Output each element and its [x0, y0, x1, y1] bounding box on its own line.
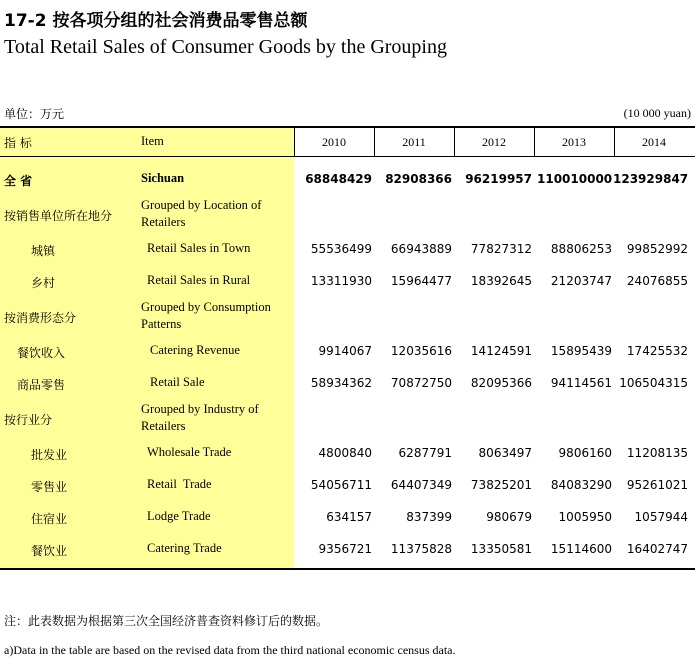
cell-value: 99852992 — [626, 242, 688, 256]
row-label-en: Grouped by Location of Retailers — [141, 198, 262, 229]
cell-value: 4800840 — [318, 446, 372, 460]
row-label-cn: 按销售单位所在地分 — [4, 209, 113, 223]
row-label-cn: 餐饮收入 — [17, 346, 66, 360]
row-label-cn: 乡村 — [31, 276, 56, 290]
cell-value: 1057944 — [634, 510, 688, 524]
cell-value: 82095366 — [470, 376, 532, 390]
row-label-en: Grouped by Industry of Retailers — [141, 402, 259, 433]
cell-value: 6287791 — [398, 446, 452, 460]
row-label-cn: 批发业 — [31, 448, 68, 462]
cell-value: 94114561 — [550, 376, 612, 390]
data-table — [0, 126, 695, 570]
footnote-en: a)Data in the table are based on the revised data from the third national economic census data. — [4, 643, 456, 657]
cell-value: 13311930 — [310, 274, 372, 288]
cell-value: 17425532 — [626, 344, 688, 358]
row-label-en: Wholesale Trade — [147, 445, 232, 459]
header-year: 2014 — [642, 135, 666, 149]
cell-value: 9356721 — [318, 542, 372, 556]
row-label-en: Catering Trade — [147, 541, 222, 555]
cell-value: 8063497 — [478, 446, 532, 460]
unit-label-en: (10 000 yuan) — [623, 106, 691, 120]
row-label-cn: 按行业分 — [4, 413, 53, 427]
cell-value: 55536499 — [310, 242, 372, 256]
row-label-en: Grouped by Consumption Patterns — [141, 300, 271, 331]
cell-value: 1005950 — [558, 510, 612, 524]
cell-value: 13350581 — [470, 542, 532, 556]
row-label-cn: 住宿业 — [31, 512, 68, 526]
cell-value: 68848429 — [305, 172, 372, 186]
header-item: Item — [141, 134, 164, 148]
cell-value: 110010000 — [537, 172, 613, 186]
page-title-en: Total Retail Sales of Consumer Goods by the Grouping — [4, 36, 447, 58]
header-year: 2012 — [482, 135, 506, 149]
cell-value: 15964477 — [390, 274, 452, 288]
header-year: 2011 — [402, 135, 426, 149]
row-label-cn: 零售业 — [31, 480, 68, 494]
cell-value: 66943889 — [390, 242, 452, 256]
row-label-cn: 全 省 — [4, 174, 33, 188]
cell-value: 15895439 — [550, 344, 612, 358]
header-year: 2010 — [322, 135, 346, 149]
cell-value: 837399 — [406, 510, 452, 524]
row-label-cn: 城镇 — [31, 244, 56, 258]
cell-value: 980679 — [486, 510, 532, 524]
row-label-cn: 餐饮业 — [31, 544, 68, 558]
row-label-en: Retail Sales in Rural — [147, 273, 251, 287]
header-separator — [0, 156, 695, 157]
cell-value: 11208135 — [626, 446, 688, 460]
cell-value: 14124591 — [470, 344, 532, 358]
row-label-cn: 商品零售 — [17, 378, 66, 392]
cell-value: 16402747 — [626, 542, 688, 556]
cell-value: 24076855 — [626, 274, 688, 288]
cell-value: 634157 — [326, 510, 372, 524]
cell-value: 58934362 — [310, 376, 372, 390]
cell-value: 77827312 — [470, 242, 532, 256]
footnote-cn: 注：此表数据为根据第三次全国经济普查资料修订后的数据。 — [4, 614, 329, 628]
cell-value: 11375828 — [390, 542, 452, 556]
table-top-border — [0, 126, 695, 128]
row-label-cn: 按消费形态分 — [4, 311, 77, 325]
row-label-en: Retail Sale — [150, 375, 205, 389]
cell-value: 123929847 — [613, 172, 689, 186]
cell-value: 15114600 — [550, 542, 612, 556]
cell-value: 106504315 — [619, 376, 688, 390]
cell-value: 88806253 — [550, 242, 612, 256]
cell-value: 64407349 — [390, 478, 452, 492]
cell-value: 21203747 — [550, 274, 612, 288]
cell-value: 70872750 — [390, 376, 452, 390]
cell-value: 82908366 — [385, 172, 452, 186]
cell-value: 73825201 — [470, 478, 532, 492]
cell-value: 54056711 — [310, 478, 372, 492]
cell-value: 9806160 — [558, 446, 612, 460]
cell-value: 18392645 — [470, 274, 532, 288]
row-label-en: Retail Trade — [147, 477, 212, 491]
cell-value: 12035616 — [390, 344, 452, 358]
header-year: 2013 — [562, 135, 586, 149]
row-label-en: Catering Revenue — [150, 343, 240, 357]
header-indicator: 指 标 — [4, 136, 32, 150]
page-title-cn: 17-2 按各项分组的社会消费品零售总额 — [4, 11, 308, 31]
unit-label-cn: 单位：万元 — [4, 107, 65, 121]
cell-value: 96219957 — [465, 172, 532, 186]
row-label-en: Retail Sales in Town — [147, 241, 251, 255]
cell-value: 9914067 — [318, 344, 372, 358]
cell-value: 84083290 — [550, 478, 612, 492]
row-label-en: Sichuan — [141, 171, 185, 185]
table-bottom-border — [0, 568, 695, 570]
row-label-en: Lodge Trade — [147, 509, 211, 523]
cell-value: 95261021 — [626, 478, 688, 492]
